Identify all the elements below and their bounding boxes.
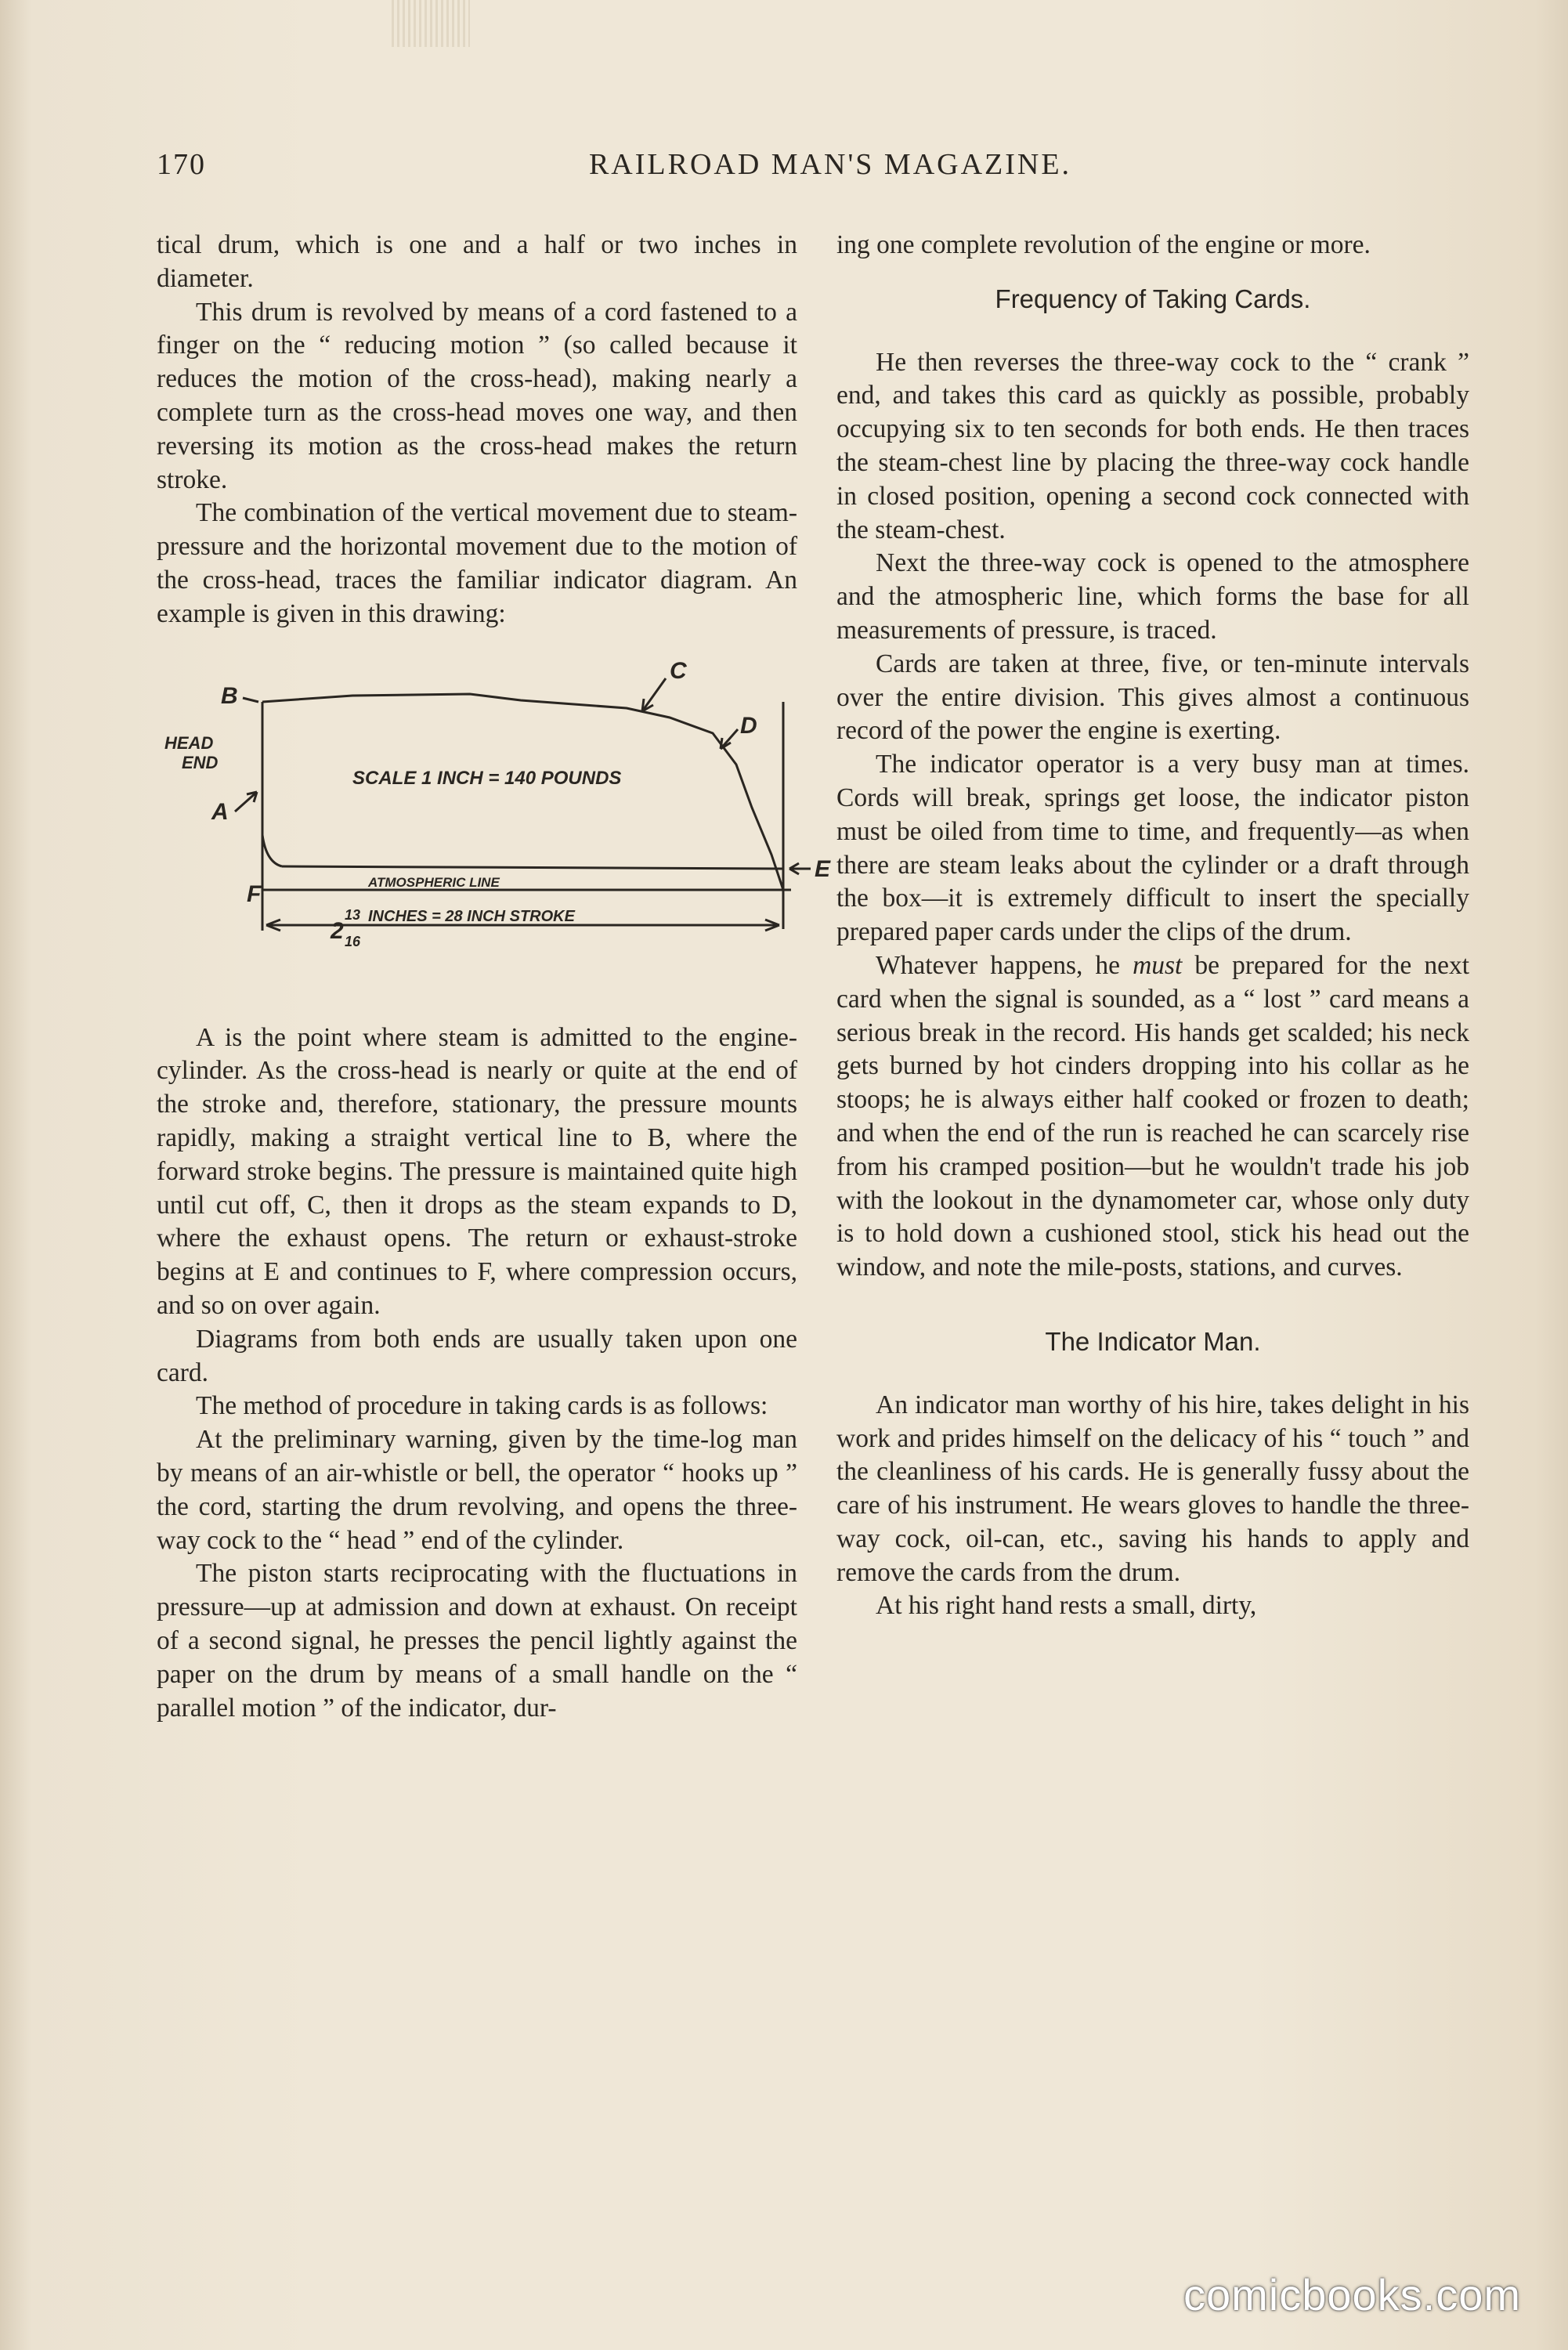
binding-edge xyxy=(392,0,470,47)
paragraph: At his right hand rests a small, dirty, xyxy=(876,1591,1257,1621)
paragraph: tical drum, which is one and a half or two inches in diameter. xyxy=(157,230,797,293)
paragraph: Diagrams from both ends are usually taken upon one card. xyxy=(157,1324,797,1387)
stroke-label: INCHES = 28 INCH STROKE xyxy=(368,907,575,925)
diagram-admission-line xyxy=(262,702,282,866)
head-end-label: HEAD xyxy=(164,732,214,753)
pointer-b xyxy=(243,698,258,702)
page-header xyxy=(157,147,1472,194)
label-b: B xyxy=(221,682,238,709)
paragraph xyxy=(836,949,1469,1285)
paragraph: This drum is revolved by means of a cord fastened to a finger on the “ reducing motion ” (so called because it reduces the motion of the cross-head), making nearly a complete turn as the cross-head moves one way, and then reversing its motion as the cross-head makes the return stroke. xyxy=(157,297,797,494)
page-number: 170 xyxy=(157,148,206,181)
paragraph: At the preliminary warning, given by the time-log man by means of an air-whistle or bell, the operator “ hooks up ” the cord, starting the drum revolving, and opens the three-way cock to the “ head ” end of the cylinder. xyxy=(157,1425,797,1555)
stroke-numerator: 13 xyxy=(345,906,361,923)
paragraph: Next the three-way cock is opened to the atmosphere and the atmospheric line, which forms the base for all measurements of pressure, is traced. xyxy=(836,548,1469,645)
paragraph: The piston starts reciprocating with the fluctuations in pressure—up at admission and down at exhaust. On receipt of a second signal, he presses the pencil lightly against the paper on the drum by means of a small handle on the “ parallel motion ” of the indicator, dur- xyxy=(157,1559,797,1723)
magazine-title: RAILROAD MAN'S MAGAZINE. xyxy=(588,148,1072,181)
paragraph: ing one complete revolution of the engine or more. xyxy=(836,230,1371,259)
section-heading: The Indicator Man. xyxy=(1045,1326,1261,1356)
pointer-c xyxy=(642,678,666,711)
label-c: C xyxy=(670,657,687,684)
paragraph-text: be prepared for the next card when the signal is sounded, as a “ lost ” card means a serious break in the record. His hands get scalded; his neck gets burned by hot cinders dropping into his collar as he stoops; he is always either half cooked or frozen to death; and when the end of the run is reached he can scarcely rise from his cramped position—but he wouldn't trade his job with the lookout in the dynamometer car, whose only duty is to hold down a cushioned stool, stick his head out the window, and note the mile-posts, stations, and curves. xyxy=(836,950,1470,1282)
left-column xyxy=(157,229,831,1725)
head-end-label-2: END xyxy=(182,752,219,772)
label-d: D xyxy=(740,712,757,739)
right-column xyxy=(836,229,1469,1623)
diagram-exhaust-line xyxy=(282,866,783,869)
stroke-whole-number: 2 xyxy=(331,917,344,944)
label-f: F xyxy=(247,880,262,907)
section-heading: Frequency of Taking Cards. xyxy=(995,284,1311,313)
paragraph: Cards are taken at three, five, or ten-minute intervals over the entire division. This gives almost a continuous record of the power the engine is exerting. xyxy=(836,649,1469,746)
paragraph: A is the point where steam is admitted to the engine-cylinder. As the cross-head is nearly or quite at the end of the stroke and, therefore, stationary, the pressure mounts rapidly, making a straight vertical line to B, where the forward stroke begins. The pressure is maintained quite high until cut off, C, then it drops as the steam expands to D, where the exhaust opens. The return or exhaust-stroke begins at E and continues to F, where compression occurs, and so on over again. xyxy=(157,1022,797,1320)
paragraph: The combination of the vertical movement due to steam-pressure and the horizontal movement due to the motion of the cross-head, traces the familiar indicator diagram. An example is given in this drawing: xyxy=(157,498,797,628)
stroke-denominator: 16 xyxy=(345,933,361,949)
indicator-diagram xyxy=(157,655,831,984)
scale-label: SCALE 1 INCH = 140 POUNDS xyxy=(352,767,622,789)
label-e: E xyxy=(815,855,831,882)
atmospheric-line-label: ATMOSPHERIC LINE xyxy=(368,874,500,890)
paragraph: An indicator man worthy of his hire, takes delight in his work and prides himself on the delicacy of his “ touch ” and the cleanliness of his cards. He is generally fussy about the care of his instrument. He wears gloves to handle the three-way cock, oil-can, etc., saving his hands to apply and remove the cards from the drum. xyxy=(836,1390,1469,1587)
paragraph: He then reverses the three-way cock to the “ crank ” end, and takes this card as quickly as possible, probably occupying six to ten seconds for both ends. He then traces the steam-chest line by placing the three-way cock handle in closed position, opening a second cock connected with the steam-chest. xyxy=(836,347,1469,544)
paragraph: The indicator operator is a very busy man at times. Cords will break, springs get loose, the indicator piston must be oiled from time to time, and frequently—as when there are steam leaks about the cylinder or a draft through the box—it is extremely difficult to insert the specially prepared paper cards under the clips of the drum. xyxy=(836,750,1469,947)
diagram-curve xyxy=(262,694,783,890)
emphasis: must xyxy=(1133,950,1183,980)
watermark: comicbooks.com xyxy=(1183,2270,1521,2319)
label-a: A xyxy=(211,798,229,825)
paragraph-text: Whatever happens, he xyxy=(876,950,1133,980)
paragraph: The method of procedure in taking cards is as follows: xyxy=(196,1391,768,1421)
